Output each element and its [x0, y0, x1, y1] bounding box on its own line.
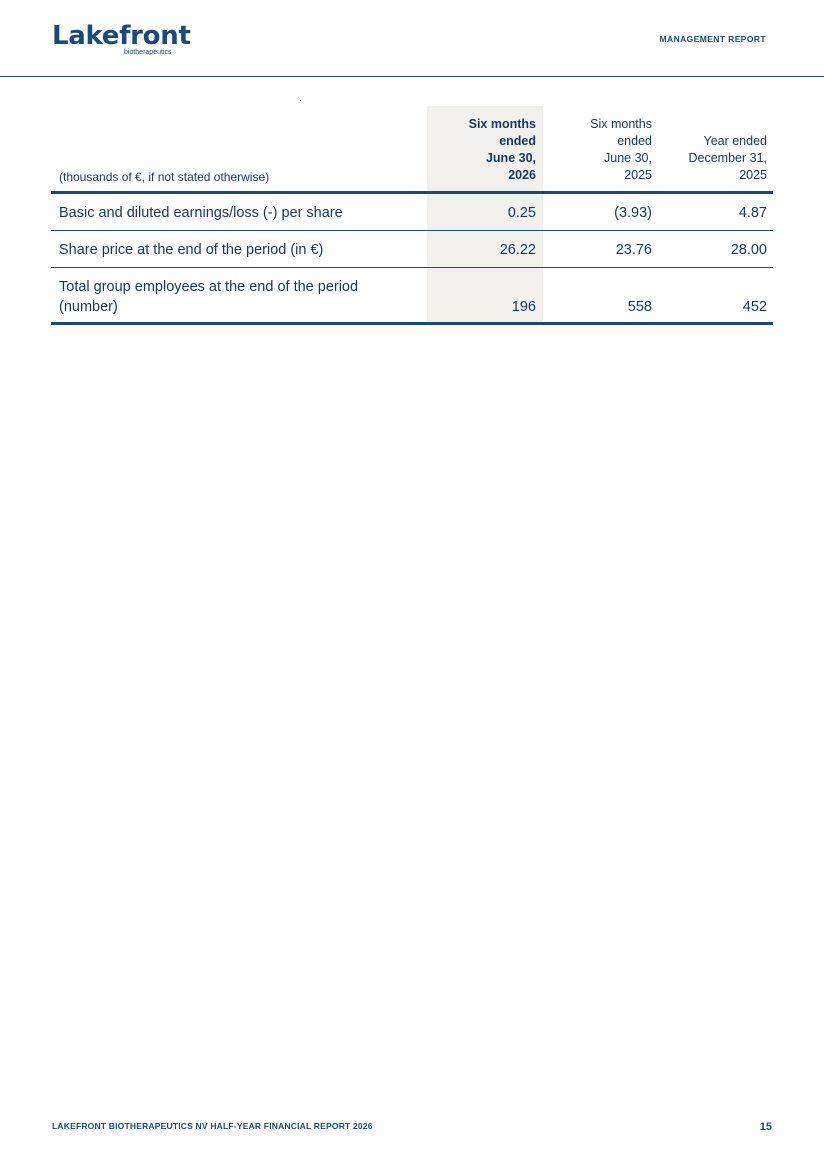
table-row — [51, 240, 773, 264]
row-divider — [51, 267, 773, 268]
cell-value: 0.25 — [507, 205, 536, 221]
stray-dot — [300, 100, 301, 101]
company-logo — [52, 21, 192, 59]
row-label: Share price at the end of the period (in €) — [59, 242, 324, 258]
table-row — [51, 277, 773, 321]
column-header-prior-year: Year ended December 31, 2025 — [688, 134, 767, 182]
page-number: 15 — [759, 1121, 772, 1133]
logo-wordmark: Lakefront — [52, 21, 191, 51]
cell-value: 452 — [742, 299, 767, 315]
table-row — [51, 203, 773, 227]
header-rule — [51, 191, 773, 194]
cell-value: 196 — [511, 299, 536, 315]
table-bottom-rule — [51, 322, 773, 325]
header-divider — [0, 76, 824, 77]
cell-value: 4.87 — [738, 205, 767, 221]
table-header — [51, 106, 773, 191]
footer-report-title: LAKEFRONT BIOTHERAPEUTICS NV HALF-YEAR FINANCIAL REPORT 2026 — [52, 1121, 373, 1131]
cell-value: 23.76 — [615, 242, 652, 258]
cell-value: 26.22 — [499, 242, 536, 258]
column-header-prior-half: Six months ended June 30, 2025 — [590, 117, 652, 182]
logo-subtitle: biotherapeutics — [124, 49, 172, 56]
unit-note: (thousands of €, if not stated otherwise) — [59, 170, 270, 184]
row-label: Basic and diluted earnings/loss (-) per share — [59, 205, 343, 221]
section-label: MANAGEMENT REPORT — [659, 34, 766, 44]
row-label: Total group employees at the end of the period (number) — [59, 279, 359, 315]
row-divider — [51, 230, 773, 231]
column-header-current: Six months ended June 30, 2026 — [468, 117, 536, 182]
cell-value: (3.93) — [614, 205, 652, 221]
cell-value: 28.00 — [730, 242, 767, 258]
cell-value: 558 — [627, 299, 652, 315]
